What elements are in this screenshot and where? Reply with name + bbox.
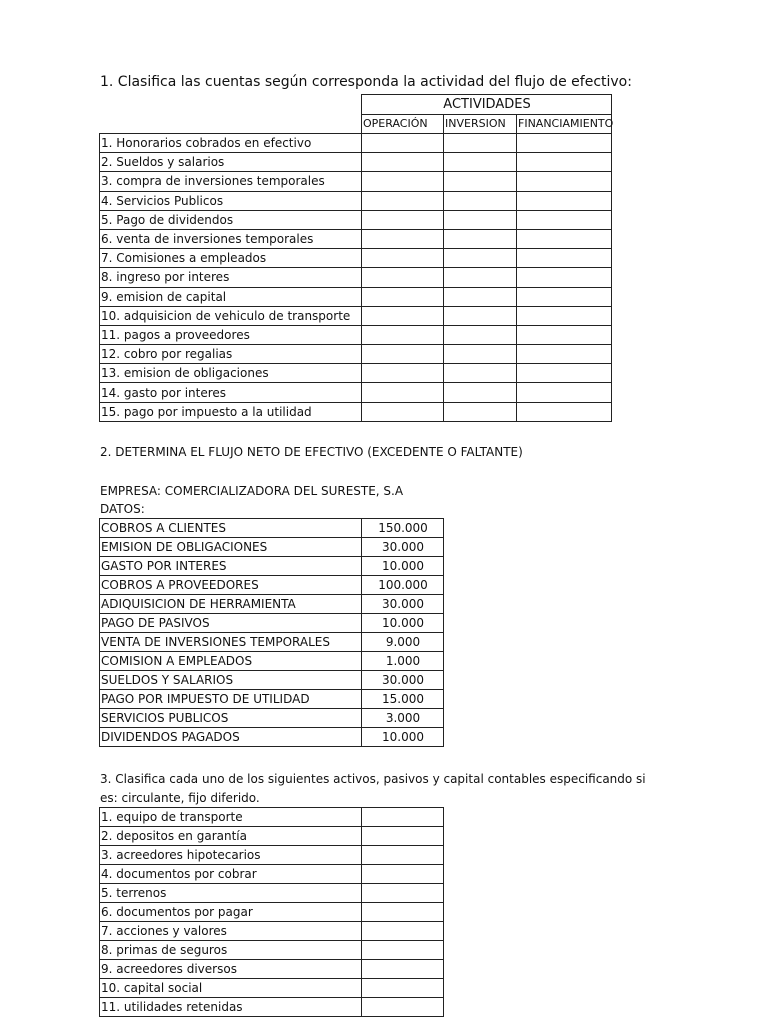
- q1-financiamiento-cell[interactable]: [517, 153, 612, 172]
- q2-amount: 10.000: [362, 728, 444, 747]
- q1-financiamiento-cell[interactable]: [517, 325, 612, 344]
- table-row: [100, 172, 612, 191]
- q3-classification-cell[interactable]: [362, 998, 444, 1017]
- q1-inversion-cell[interactable]: [444, 191, 517, 210]
- q3-classification-cell[interactable]: [362, 884, 444, 903]
- q1-operacion-cell[interactable]: [362, 325, 444, 344]
- table-row: [100, 210, 612, 229]
- q1-inversion-cell[interactable]: [444, 153, 517, 172]
- q1-operacion-cell[interactable]: [362, 402, 444, 421]
- table-row: [100, 614, 444, 633]
- q1-financiamiento-cell[interactable]: [517, 287, 612, 306]
- q2-empresa: EMPRESA: COMERCIALIZADORA DEL SURESTE, S.A: [100, 484, 404, 498]
- q3-item-label: 1. equipo de transporte: [100, 808, 362, 827]
- q1-operacion-cell[interactable]: [362, 249, 444, 268]
- q1-item-label: 8. ingreso por interes: [100, 268, 362, 287]
- q3-item-label: 7. acciones y valores: [100, 922, 362, 941]
- q1-inversion-cell[interactable]: [444, 287, 517, 306]
- q2-amount: 30.000: [362, 671, 444, 690]
- table-row: [100, 519, 444, 538]
- q3-item-label: 10. capital social: [100, 979, 362, 998]
- q1-inversion-cell[interactable]: [444, 345, 517, 364]
- q1-inversion-cell[interactable]: [444, 383, 517, 402]
- q1-item-label: 12. cobro por regalias: [100, 345, 362, 364]
- q1-item-label: 5. Pago de dividendos: [100, 210, 362, 229]
- table-row: [100, 229, 612, 248]
- q1-item-label: 4. Servicios Publicos: [100, 191, 362, 210]
- q2-concept: GASTO POR INTERES: [100, 557, 362, 576]
- table-row: [100, 979, 444, 998]
- q1-header-financiamiento: FINANCIAMIENTO: [517, 115, 612, 134]
- q1-inversion-cell[interactable]: [444, 229, 517, 248]
- q1-header-group: ACTIVIDADES: [362, 95, 612, 115]
- table-row: [100, 808, 444, 827]
- q2-amount: 30.000: [362, 538, 444, 557]
- table-row: [100, 709, 444, 728]
- q3-classification-cell[interactable]: [362, 808, 444, 827]
- q1-operacion-cell[interactable]: [362, 134, 444, 153]
- q1-operacion-cell[interactable]: [362, 191, 444, 210]
- q1-item-label: 9. emision de capital: [100, 287, 362, 306]
- q1-financiamiento-cell[interactable]: [517, 134, 612, 153]
- q3-classification-cell[interactable]: [362, 846, 444, 865]
- q2-title: 2. DETERMINA EL FLUJO NETO DE EFECTIVO (EXCEDENTE O FALTANTE): [100, 445, 523, 459]
- q1-operacion-cell[interactable]: [362, 210, 444, 229]
- table-row: [100, 884, 444, 903]
- table-row: [100, 960, 444, 979]
- q1-operacion-cell[interactable]: [362, 172, 444, 191]
- table-row: [100, 325, 612, 344]
- q1-financiamiento-cell[interactable]: [517, 364, 612, 383]
- q1-inversion-cell[interactable]: [444, 364, 517, 383]
- table-row: [100, 557, 444, 576]
- table-row: [100, 364, 612, 383]
- q3-item-label: 6. documentos por pagar: [100, 903, 362, 922]
- q3-classification-cell[interactable]: [362, 941, 444, 960]
- q2-datos-label: DATOS:: [100, 502, 145, 516]
- q1-item-label: 10. adquisicion de vehiculo de transporte: [100, 306, 362, 325]
- table-row: [100, 728, 444, 747]
- q1-inversion-cell[interactable]: [444, 325, 517, 344]
- q1-header-operacion: OPERACIÓN: [362, 115, 444, 134]
- q2-concept: PAGO DE PASIVOS: [100, 614, 362, 633]
- q2-concept: SERVICIOS PUBLICOS: [100, 709, 362, 728]
- q2-concept: SUELDOS Y SALARIOS: [100, 671, 362, 690]
- q3-classification-cell[interactable]: [362, 903, 444, 922]
- q2-concept: COBROS A CLIENTES: [100, 519, 362, 538]
- q2-concept: DIVIDENDOS PAGADOS: [100, 728, 362, 747]
- q3-classification-cell[interactable]: [362, 922, 444, 941]
- q3-item-label: 3. acreedores hipotecarios: [100, 846, 362, 865]
- q1-inversion-cell[interactable]: [444, 249, 517, 268]
- table-row: [100, 827, 444, 846]
- q1-item-label: 2. Sueldos y salarios: [100, 153, 362, 172]
- table-row: [100, 134, 612, 153]
- q2-concept: COBROS A PROVEEDORES: [100, 576, 362, 595]
- q2-concept: VENTA DE INVERSIONES TEMPORALES: [100, 633, 362, 652]
- table-row: [100, 268, 612, 287]
- q2-concept: ADIQUISICION DE HERRAMIENTA: [100, 595, 362, 614]
- q1-operacion-cell[interactable]: [362, 153, 444, 172]
- q1-table: [99, 133, 612, 422]
- q1-financiamiento-cell[interactable]: [517, 345, 612, 364]
- table-row: [100, 595, 444, 614]
- q1-item-label: 11. pagos a proveedores: [100, 325, 362, 344]
- table-row: [100, 383, 612, 402]
- table-row: [100, 345, 612, 364]
- q1-item-label: 6. venta de inversiones temporales: [100, 229, 362, 248]
- q1-header-inversion: INVERSION: [444, 115, 517, 134]
- q1-operacion-cell[interactable]: [362, 364, 444, 383]
- q1-title: 1. Clasifica las cuentas según corresponda la actividad del flujo de efectivo:: [100, 74, 632, 90]
- q1-financiamiento-cell[interactable]: [517, 172, 612, 191]
- q2-amount: 100.000: [362, 576, 444, 595]
- q1-item-label: 14. gasto por interes: [100, 383, 362, 402]
- table-row: [100, 153, 612, 172]
- table-row: [100, 249, 612, 268]
- table-row: [100, 633, 444, 652]
- q2-table: [99, 518, 444, 747]
- q1-financiamiento-cell[interactable]: [517, 229, 612, 248]
- table-row: [100, 941, 444, 960]
- q1-inversion-cell[interactable]: [444, 172, 517, 191]
- q2-amount: 150.000: [362, 519, 444, 538]
- q3-item-label: 8. primas de seguros: [100, 941, 362, 960]
- q1-item-label: 1. Honorarios cobrados en efectivo: [100, 134, 362, 153]
- q2-amount: 10.000: [362, 614, 444, 633]
- q2-amount: 15.000: [362, 690, 444, 709]
- q3-item-label: 2. depositos en garantía: [100, 827, 362, 846]
- q1-header-table: [361, 94, 612, 134]
- table-row: [100, 998, 444, 1017]
- table-row: [100, 576, 444, 595]
- q1-inversion-cell[interactable]: [444, 210, 517, 229]
- q1-financiamiento-cell[interactable]: [517, 306, 612, 325]
- table-row: [100, 865, 444, 884]
- q1-operacion-cell[interactable]: [362, 287, 444, 306]
- q1-item-label: 13. emision de obligaciones: [100, 364, 362, 383]
- q3-title-line1: 3. Clasifica cada uno de los siguientes activos, pasivos y capital contables especificando si: [100, 772, 646, 786]
- q2-amount: 9.000: [362, 633, 444, 652]
- q1-item-label: 15. pago por impuesto a la utilidad: [100, 402, 362, 421]
- q3-classification-cell[interactable]: [362, 960, 444, 979]
- q3-item-label: 5. terrenos: [100, 884, 362, 903]
- q3-item-label: 4. documentos por cobrar: [100, 865, 362, 884]
- table-row: [100, 922, 444, 941]
- q1-operacion-cell[interactable]: [362, 306, 444, 325]
- q2-amount: 3.000: [362, 709, 444, 728]
- q1-item-label: 7. Comisiones a empleados: [100, 249, 362, 268]
- q2-concept: EMISION DE OBLIGACIONES: [100, 538, 362, 557]
- q1-operacion-cell[interactable]: [362, 345, 444, 364]
- table-row: [100, 402, 612, 421]
- q1-financiamiento-cell[interactable]: [517, 249, 612, 268]
- q3-classification-cell[interactable]: [362, 865, 444, 884]
- q2-concept: COMISION A EMPLEADOS: [100, 652, 362, 671]
- q1-item-label: 3. compra de inversiones temporales: [100, 172, 362, 191]
- q3-table: [99, 807, 444, 1017]
- q2-concept: PAGO POR IMPUESTO DE UTILIDAD: [100, 690, 362, 709]
- q3-item-label: 9. acreedores diversos: [100, 960, 362, 979]
- q1-financiamiento-cell[interactable]: [517, 210, 612, 229]
- q1-operacion-cell[interactable]: [362, 229, 444, 248]
- q1-inversion-cell[interactable]: [444, 402, 517, 421]
- q1-inversion-cell[interactable]: [444, 134, 517, 153]
- q1-operacion-cell[interactable]: [362, 383, 444, 402]
- q3-classification-cell[interactable]: [362, 827, 444, 846]
- q2-amount: 10.000: [362, 557, 444, 576]
- q1-financiamiento-cell[interactable]: [517, 402, 612, 421]
- q3-title-line2: es: circulante, fijo diferido.: [100, 791, 260, 805]
- table-row: [100, 690, 444, 709]
- table-row: [100, 652, 444, 671]
- table-row: [100, 538, 444, 557]
- table-row: [100, 191, 612, 210]
- table-row: [100, 903, 444, 922]
- q2-amount: 30.000: [362, 595, 444, 614]
- table-row: [100, 846, 444, 865]
- table-row: [100, 306, 612, 325]
- table-row: [100, 671, 444, 690]
- q1-operacion-cell[interactable]: [362, 268, 444, 287]
- q3-classification-cell[interactable]: [362, 979, 444, 998]
- q2-amount: 1.000: [362, 652, 444, 671]
- q1-inversion-cell[interactable]: [444, 306, 517, 325]
- q1-financiamiento-cell[interactable]: [517, 268, 612, 287]
- table-row: [100, 287, 612, 306]
- q3-item-label: 11. utilidades retenidas: [100, 998, 362, 1017]
- q1-financiamiento-cell[interactable]: [517, 383, 612, 402]
- q1-financiamiento-cell[interactable]: [517, 191, 612, 210]
- q1-inversion-cell[interactable]: [444, 268, 517, 287]
